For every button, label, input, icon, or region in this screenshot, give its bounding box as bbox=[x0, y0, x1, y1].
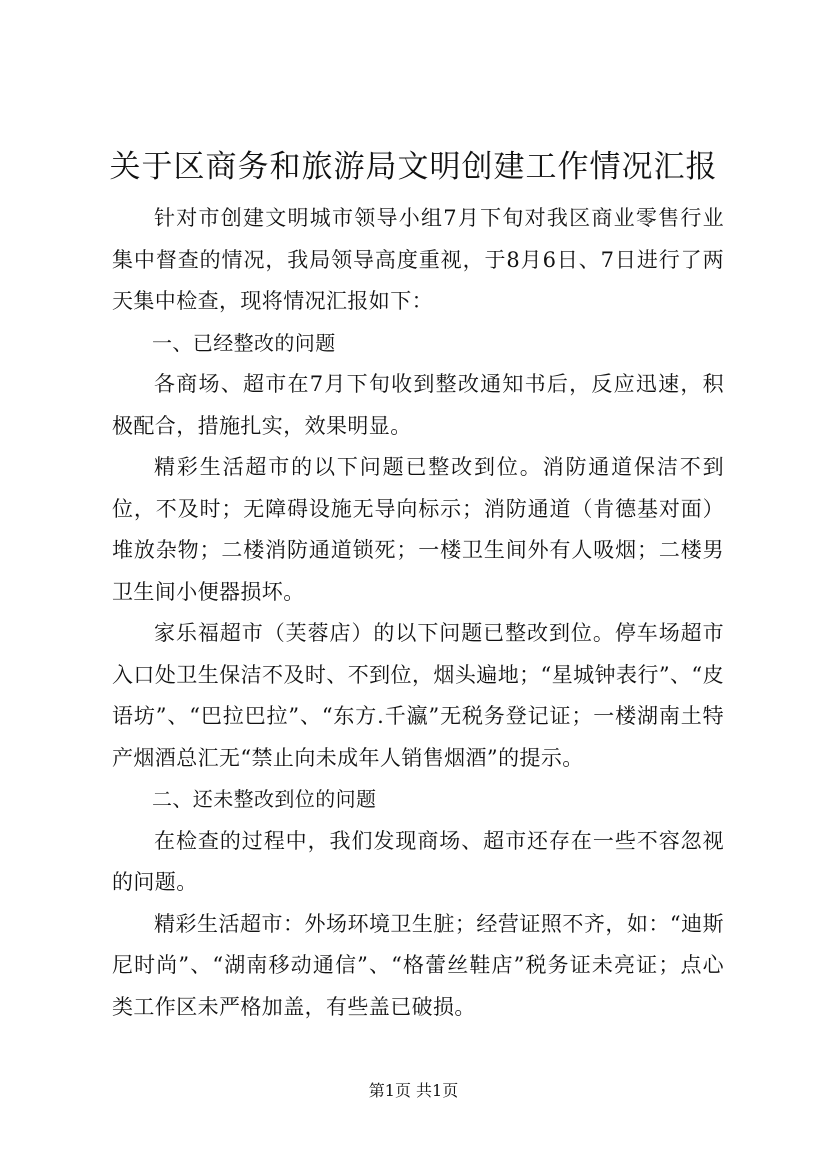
paragraph-carrefour-rectified: 家乐福超市（芙蓉店）的以下问题已整改到位。停车场超市入口处卫生保洁不及时、不到位，烟头遍地；“星城钟表行”、“皮语坊”、“巴拉巴拉”、“东方.千瀛”无税务登记证；一楼湖南土特产烟酒总汇无“禁止向未成年人销售烟酒”的提示。 bbox=[112, 621, 724, 770]
paragraph-jingcai-unrectified: 精彩生活超市：外场环境卫生脏；经营证照不齐，如：“迪斯尼时尚”、“湖南移动通信”、“格蕾丝鞋店”税务证未亮证；点心类工作区未严格加盖，有些盖已破损。 bbox=[112, 911, 724, 1019]
paragraph-jingcai-rectified: 精彩生活超市的以下问题已整改到位。消防通道保洁不到位，不及时；无障碍设施无导向标示；消防通道（肯德基对面）堆放杂物；二楼消防通道锁死；一楼卫生间外有人吸烟；二楼男卫生间小便器损坏。 bbox=[112, 455, 724, 604]
paragraph-response: 各商场、超市在7月下旬收到整改通知书后，反应迅速，积极配合，措施扎实，效果明显。 bbox=[112, 372, 724, 438]
page-number-footer: 第1页 共1页 bbox=[368, 1081, 459, 1100]
section-heading-rectified: 一、已经整改的问题 bbox=[152, 330, 336, 355]
paragraph-inspection-findings: 在检查的过程中，我们发现商场、超市还存在一些不容忽视的问题。 bbox=[112, 828, 724, 894]
document-body bbox=[112, 198, 724, 1028]
paragraph-intro: 针对市创建文明城市领导小组7月下旬对我区商业零售行业集中督查的情况，我局领导高度重视，于8月6日、7日进行了两天集中检查，现将情况汇报如下： bbox=[112, 206, 724, 313]
document-title: 关于区商务和旅游局文明创建工作情况汇报 bbox=[109, 149, 718, 185]
section-heading-unrectified: 二、还未整改到位的问题 bbox=[152, 787, 377, 811]
